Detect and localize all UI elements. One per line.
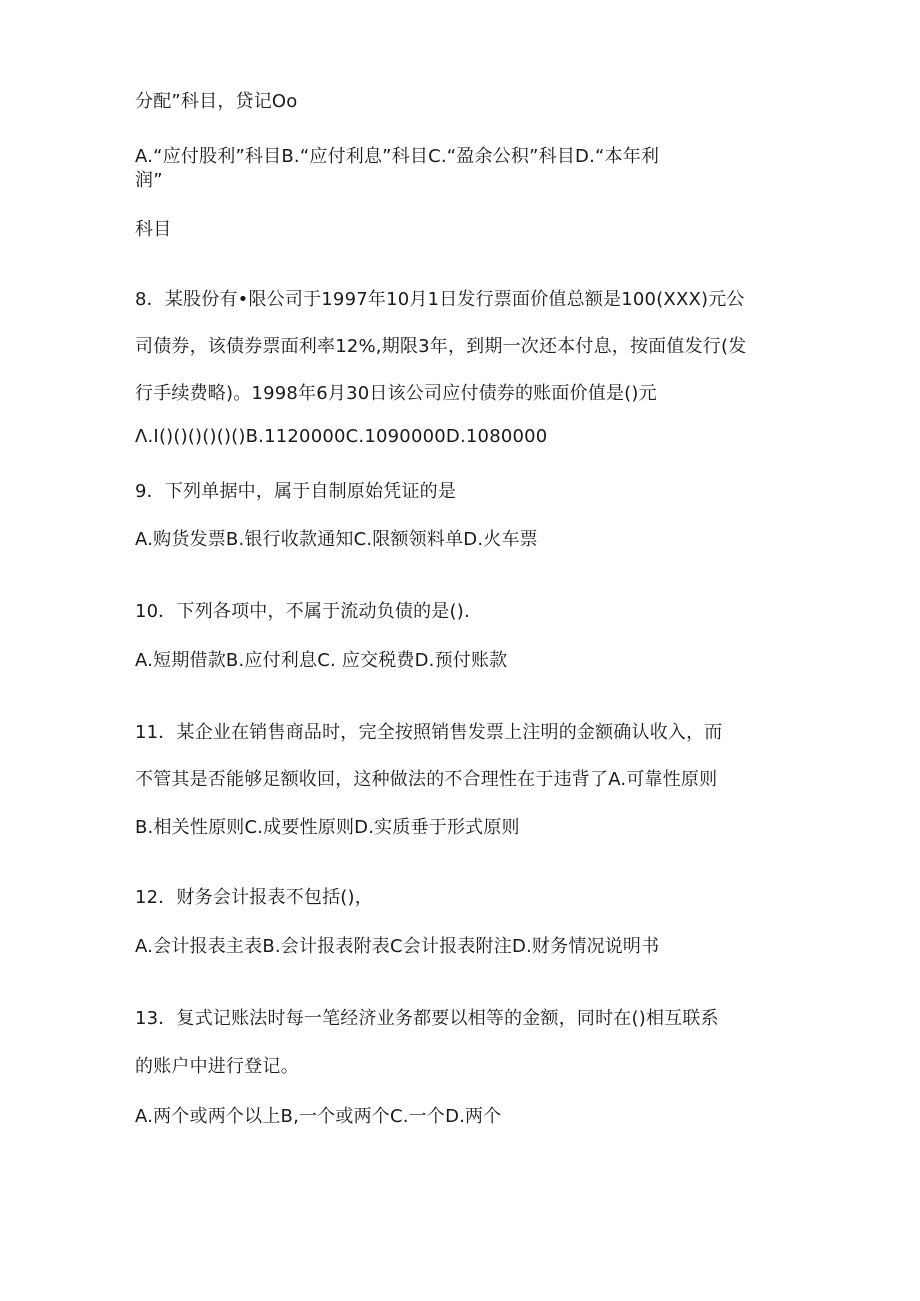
q11-options: B.相关性原则C.成要性原则D.实质垂于形式原则: [135, 817, 520, 838]
q8-question-line1: 8．某股份有•限公司于1997年10月1日发行票面价值总额是100(XXX)元公: [135, 289, 745, 310]
q9-options: A.购货发票B.银行收款通知C.限额领料单D.火车票: [135, 529, 538, 550]
q8-options: Λ.I()()()()()()B.1120000C.1090000D.1080000: [135, 426, 548, 447]
q7-options-line-wrap: 润”: [135, 170, 163, 191]
text-line-continuation: 分配”科目，贷记Oo: [135, 91, 298, 112]
q8-question-line3: 行手续费略)。1998年6月30日该公司应付债券的账面价值是()元: [135, 383, 657, 404]
q13-question-line2: 的账户中进行登记。: [135, 1056, 299, 1077]
q13-question-line1: 13．复式记账法时每一笔经济业务都要以相等的金额，同时在()相互联系: [135, 1008, 719, 1029]
q7-options-line: A.“应付股利”科目B.“应付利息”科目C.“盈余公积”科目D.“本年利: [135, 146, 660, 167]
q10-question: 10．下列各项中，不属于流动负债的是().: [135, 601, 470, 622]
q9-question: 9．下列单据中，属于自制原始凭证的是: [135, 481, 457, 502]
q10-options: A.短期借款B.应付利息C. 应交税费D.预付账款: [135, 650, 508, 671]
q12-question: 12．财务会计报表不包括()，: [135, 887, 373, 908]
q13-options: A.两个或两个以上B,一个或两个C.一个D.两个: [135, 1106, 502, 1127]
q8-question-line2: 司债券，该债券票面利率12%,期限3年，到期一次还本付息，按面值发行(发: [135, 336, 747, 357]
q7-options-tail: 科目: [135, 219, 172, 240]
q11-question-line2: 不管其是否能够足额收回，这种做法的不合理性在于违背了A.可靠性原则: [135, 769, 718, 790]
q12-options: A.会计报表主表B.会计报表附表C会计报表附注D.财务情况说明书: [135, 936, 660, 957]
q11-question-line1: 11．某企业在销售商品时，完全按照销售发票上注明的金额确认收入，而: [135, 722, 723, 743]
